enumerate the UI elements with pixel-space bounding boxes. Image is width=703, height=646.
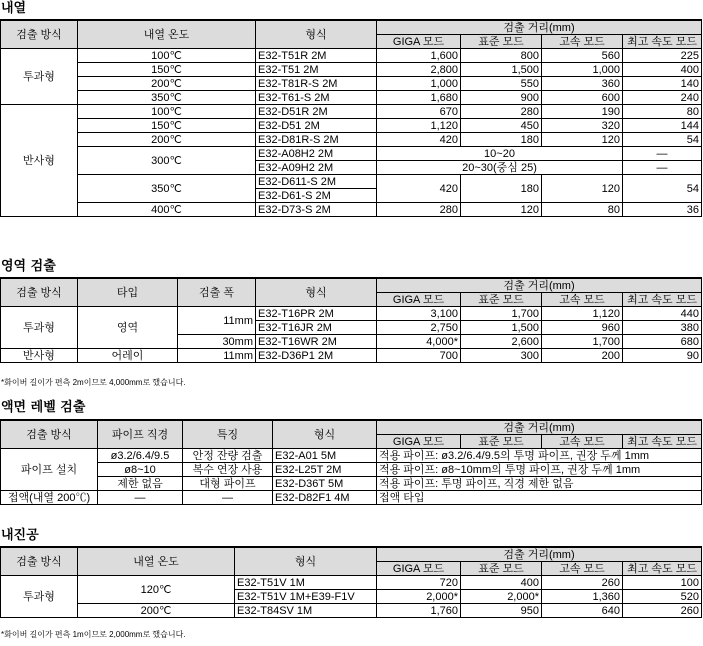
footnote: *화이버 길이가 편측 1m이므로 2,000mm로 했습니다. xyxy=(1,630,186,639)
high-cell: 600 xyxy=(542,91,623,105)
table-row xyxy=(1,203,702,217)
table-row xyxy=(1,63,702,77)
header-pipe: 파이프 직경 xyxy=(98,420,183,449)
header-max: 최고 속도 모드 xyxy=(623,435,702,449)
std-cell: 550 xyxy=(461,77,542,91)
width-cell: 11mm xyxy=(178,349,256,363)
method-cell: 접액(내열 200℃) xyxy=(1,491,98,505)
description-cell: 적용 파이프: ø8~10mm의 투명 파이프, 권장 두께 1mm xyxy=(377,463,702,477)
table-row xyxy=(1,307,702,321)
header-high: 고속 모드 xyxy=(542,35,623,49)
max-cell: 144 xyxy=(623,119,702,133)
method-cell: 반사형 xyxy=(1,349,78,363)
method-cell: 투과형 xyxy=(1,49,78,105)
temp-cell: 100℃ xyxy=(78,49,256,63)
high-cell: 1,360 xyxy=(542,590,623,604)
feature-cell: — xyxy=(183,491,273,505)
max-cell: — xyxy=(623,161,702,175)
header-type: 타입 xyxy=(78,278,178,307)
footnote: *화이버 길이가 편측 2m이므로 4,000mm로 했습니다. xyxy=(1,378,186,387)
giga-cell: 720 xyxy=(377,576,461,590)
header-method: 검출 방식 xyxy=(1,420,98,449)
temp-cell: 100℃ xyxy=(78,105,256,119)
model-cell: E32-T61-S 2M xyxy=(256,91,377,105)
giga-cell: 4,000* xyxy=(377,335,461,349)
std-cell: 800 xyxy=(461,49,542,63)
std-cell: 450 xyxy=(461,119,542,133)
high-cell: 80 xyxy=(542,203,623,217)
giga-cell: 1,680 xyxy=(377,91,461,105)
pipe-cell: 제한 없음 xyxy=(98,477,183,491)
header-std: 표준 모드 xyxy=(461,435,542,449)
model-cell: E32-T51 2M xyxy=(256,63,377,77)
header-temp: 내열 온도 xyxy=(78,547,235,576)
header-distance: 검출 거리(mm) xyxy=(377,20,702,35)
table-row xyxy=(1,105,702,119)
high-cell: 960 xyxy=(542,321,623,335)
method-cell: 반사형 xyxy=(1,105,78,217)
header-distance: 검출 거리(mm) xyxy=(377,278,702,293)
std-cell: 180 xyxy=(461,175,542,203)
giga-cell: 3,100 xyxy=(377,307,461,321)
model-cell: E32-D82F1 4M xyxy=(273,491,377,505)
std-cell: 120 xyxy=(461,203,542,217)
temp-cell: 350℃ xyxy=(78,175,256,203)
model-cell: E32-D36T 5M xyxy=(273,477,377,491)
giga-cell: 1,600 xyxy=(377,49,461,63)
header-temp: 내열 온도 xyxy=(78,20,256,49)
max-cell: 140 xyxy=(623,77,702,91)
std-cell: 180 xyxy=(461,133,542,147)
giga-cell: 420 xyxy=(377,175,461,203)
temp-cell: 200℃ xyxy=(78,604,235,618)
std-cell: 1,500 xyxy=(461,321,542,335)
header-giga: GIGA 모드 xyxy=(377,562,461,576)
model-cell: E32-T51V 1M xyxy=(235,576,377,590)
high-cell: 190 xyxy=(542,105,623,119)
type-cell: 어레이 xyxy=(78,349,178,363)
table-row xyxy=(1,175,702,189)
model-cell: E32-T16WR 2M xyxy=(256,335,377,349)
model-cell: E32-T51V 1M+E39-F1V xyxy=(235,590,377,604)
header-high: 고속 모드 xyxy=(542,293,623,307)
temp-cell: 300℃ xyxy=(78,147,256,175)
header-width: 검출 폭 xyxy=(178,278,256,307)
method-cell: 투과형 xyxy=(1,307,78,349)
table-row xyxy=(1,77,702,91)
table-row xyxy=(1,349,702,363)
max-cell: 80 xyxy=(623,105,702,119)
giga-cell: 2,000* xyxy=(377,590,461,604)
header-max: 최고 속도 모드 xyxy=(623,562,702,576)
high-cell: 120 xyxy=(542,175,623,203)
temp-cell: 200℃ xyxy=(78,77,256,91)
model-cell: E32-A09H2 2M xyxy=(256,161,377,175)
type-cell: 영역 xyxy=(78,307,178,349)
std-cell: 280 xyxy=(461,105,542,119)
pipe-cell: ø8~10 xyxy=(98,463,183,477)
table-row xyxy=(1,91,702,105)
max-cell: 100 xyxy=(623,576,702,590)
max-cell: — xyxy=(623,147,702,161)
header-std: 표준 모드 xyxy=(461,293,542,307)
header-std: 표준 모드 xyxy=(461,562,542,576)
high-cell: 1,700 xyxy=(542,335,623,349)
header-model: 형식 xyxy=(273,420,377,449)
header-high: 고속 모드 xyxy=(542,435,623,449)
section-title-heat-resistant: 내열 xyxy=(1,1,27,16)
max-cell: 36 xyxy=(623,203,702,217)
table-row xyxy=(1,133,702,147)
giga-cell: 420 xyxy=(377,133,461,147)
header-std: 표준 모드 xyxy=(461,35,542,49)
temp-cell: 200℃ xyxy=(78,133,256,147)
high-cell: 360 xyxy=(542,77,623,91)
model-cell: E32-T16JR 2M xyxy=(256,321,377,335)
giga-cell: 280 xyxy=(377,203,461,217)
model-cell: E32-D61-S 2M xyxy=(256,189,377,203)
std-cell: 900 xyxy=(461,91,542,105)
model-cell: E32-T81R-S 2M xyxy=(256,77,377,91)
model-cell: E32-T16PR 2M xyxy=(256,307,377,321)
model-cell: E32-D51R 2M xyxy=(256,105,377,119)
header-method: 검출 방식 xyxy=(1,278,78,307)
header-method: 검출 방식 xyxy=(1,20,78,49)
table-row xyxy=(1,49,702,63)
width-cell: 11mm xyxy=(178,307,256,335)
pipe-cell: ø3.2/6.4/9.5 xyxy=(98,449,183,463)
max-cell: 520 xyxy=(623,590,702,604)
std-cell: 1,500 xyxy=(461,63,542,77)
std-cell: 400 xyxy=(461,576,542,590)
temp-cell: 350℃ xyxy=(78,91,256,105)
max-cell: 440 xyxy=(623,307,702,321)
high-cell: 1,120 xyxy=(542,307,623,321)
model-cell: E32-A01 5M xyxy=(273,449,377,463)
std-cell: 950 xyxy=(461,604,542,618)
model-cell: E32-D36P1 2M xyxy=(256,349,377,363)
model-cell: E32-D611-S 2M xyxy=(256,175,377,189)
header-model: 형식 xyxy=(256,20,377,49)
section-title-vacuum-resistant: 내진공 xyxy=(1,528,39,543)
feature-cell: 복수 연장 사용 xyxy=(183,463,273,477)
high-cell: 320 xyxy=(542,119,623,133)
heat-resistant-table xyxy=(0,19,702,217)
vacuum-resistant-table xyxy=(0,546,702,618)
max-cell: 54 xyxy=(623,175,702,203)
description-cell: 적용 파이프: 투명 파이프, 직경 제한 없음 xyxy=(377,477,702,491)
section-title-liquid-level: 액면 레벨 검출 xyxy=(1,400,86,415)
table-row xyxy=(1,147,702,161)
max-cell: 400 xyxy=(623,63,702,77)
giga-cell: 2,800 xyxy=(377,63,461,77)
temp-cell: 400℃ xyxy=(78,203,256,217)
std-cell: 300 xyxy=(461,349,542,363)
model-cell: E32-D73-S 2M xyxy=(256,203,377,217)
max-cell: 680 xyxy=(623,335,702,349)
high-cell: 1,000 xyxy=(542,63,623,77)
temp-cell: 120℃ xyxy=(78,576,235,604)
model-cell: E32-D81R-S 2M xyxy=(256,133,377,147)
max-cell: 240 xyxy=(623,91,702,105)
feature-cell: 안정 잔량 검출 xyxy=(183,449,273,463)
std-cell: 1,700 xyxy=(461,307,542,321)
max-cell: 380 xyxy=(623,321,702,335)
high-cell: 640 xyxy=(542,604,623,618)
high-cell: 560 xyxy=(542,49,623,63)
header-method: 검출 방식 xyxy=(1,547,78,576)
high-cell: 260 xyxy=(542,576,623,590)
header-high: 고속 모드 xyxy=(542,562,623,576)
table-row xyxy=(1,604,702,618)
max-cell: 90 xyxy=(623,349,702,363)
header-giga: GIGA 모드 xyxy=(377,435,461,449)
giga-cell: 700 xyxy=(377,349,461,363)
header-giga: GIGA 모드 xyxy=(377,293,461,307)
table-row xyxy=(1,491,702,505)
giga-cell: 1,000 xyxy=(377,77,461,91)
temp-cell: 150℃ xyxy=(78,63,256,77)
max-cell: 260 xyxy=(623,604,702,618)
header-model: 형식 xyxy=(256,278,377,307)
area-detection-table xyxy=(0,277,702,363)
temp-cell: 150℃ xyxy=(78,119,256,133)
header-max: 최고 속도 모드 xyxy=(623,35,702,49)
method-cell: 투과형 xyxy=(1,576,78,618)
feature-cell: 대형 파이프 xyxy=(183,477,273,491)
table-row xyxy=(1,119,702,133)
table-row xyxy=(1,477,702,491)
distance-range-cell: 20~30(중심 25) xyxy=(377,161,623,175)
header-distance: 검출 거리(mm) xyxy=(377,547,702,562)
section-title-area-detection: 영역 검출 xyxy=(1,259,56,274)
giga-cell: 1,120 xyxy=(377,119,461,133)
header-distance: 검출 거리(mm) xyxy=(377,420,702,435)
table-row xyxy=(1,449,702,463)
high-cell: 120 xyxy=(542,133,623,147)
std-cell: 2,000* xyxy=(461,590,542,604)
table-row xyxy=(1,576,702,590)
table-row xyxy=(1,463,702,477)
giga-cell: 670 xyxy=(377,105,461,119)
liquid-level-table xyxy=(0,419,702,505)
std-cell: 2,600 xyxy=(461,335,542,349)
pipe-cell: — xyxy=(98,491,183,505)
header-max: 최고 속도 모드 xyxy=(623,293,702,307)
description-cell: 접액 타입 xyxy=(377,491,702,505)
header-feature: 특징 xyxy=(183,420,273,449)
max-cell: 225 xyxy=(623,49,702,63)
giga-cell: 2,750 xyxy=(377,321,461,335)
header-model: 형식 xyxy=(235,547,377,576)
max-cell: 54 xyxy=(623,133,702,147)
method-cell: 파이프 설치 xyxy=(1,449,98,491)
model-cell: E32-T84SV 1M xyxy=(235,604,377,618)
model-cell: E32-T51R 2M xyxy=(256,49,377,63)
model-cell: E32-L25T 2M xyxy=(273,463,377,477)
width-cell: 30mm xyxy=(178,335,256,349)
giga-cell: 1,760 xyxy=(377,604,461,618)
description-cell: 적용 파이프: ø3.2/6.4/9.5의 투명 파이프, 권장 두께 1mm xyxy=(377,449,702,463)
high-cell: 200 xyxy=(542,349,623,363)
model-cell: E32-A08H2 2M xyxy=(256,147,377,161)
distance-range-cell: 10~20 xyxy=(377,147,623,161)
header-giga: GIGA 모드 xyxy=(377,35,461,49)
model-cell: E32-D51 2M xyxy=(256,119,377,133)
